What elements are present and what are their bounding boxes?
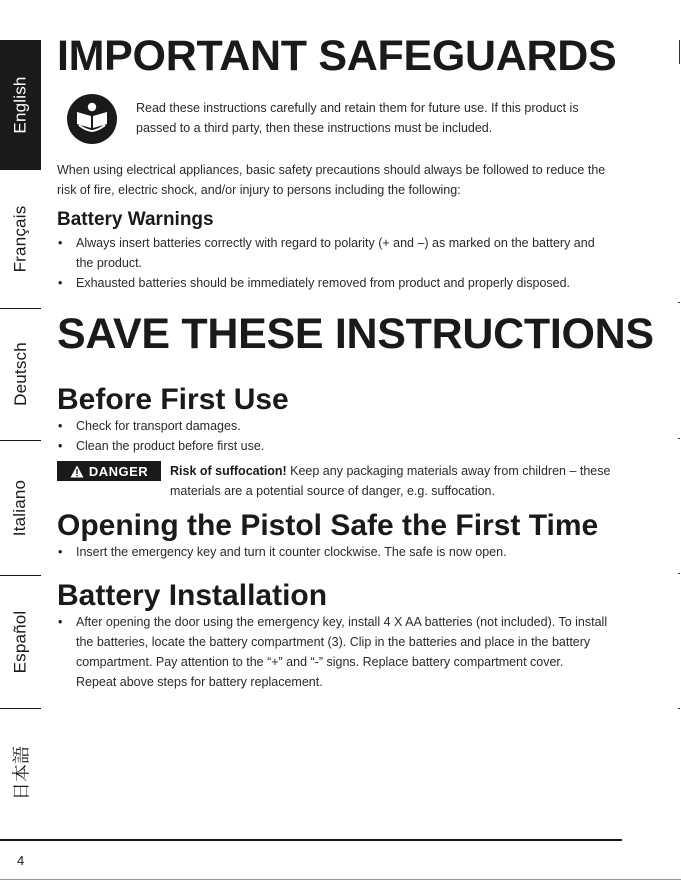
list-item: • Insert the emergency key and turn it counter clockwise. The safe is now open.: [57, 542, 627, 562]
battery-installation-list: [57, 612, 627, 692]
before-first-use-heading: Before First Use: [57, 383, 289, 416]
intro-text-line-2: passed to a third party, then these instructions must be included.: [136, 121, 493, 135]
save-instructions-title: SAVE THESE INSTRUCTIONS: [57, 310, 654, 358]
right-edge-mark: [679, 40, 680, 64]
precautions-line-2: risk of fire, electric shock, and/or injury to persons including the following:: [57, 183, 461, 197]
before-first-use-list: [57, 416, 627, 456]
battery-warnings-list: [57, 233, 627, 293]
list-item: • Check for transport damages.: [57, 416, 627, 436]
battery-warnings-heading: Battery Warnings: [57, 209, 214, 230]
danger-text: Risk of suffocation! Keep any packaging materials away from children – these materials are a potential source of danger, e.g. suffocation.: [170, 464, 611, 498]
precautions-line-1: When using electrical appliances, basic safety precautions should always be followed to reduce the: [57, 163, 606, 177]
opening-heading: Opening the Pistol Safe the First Time: [57, 509, 599, 542]
tab-espanol[interactable]: Español: [0, 575, 41, 709]
bottom-edge-rule: [0, 879, 681, 880]
opening-list: [57, 542, 627, 562]
right-edge-tick: [678, 302, 680, 303]
page-title: IMPORTANT SAFEGUARDS: [57, 32, 617, 80]
tab-francais[interactable]: Français: [0, 170, 41, 309]
list-item: • Exhausted batteries should be immediately removed from product and properly disposed.: [57, 273, 627, 293]
warning-triangle-icon: [70, 465, 84, 478]
footer-rule: [0, 839, 622, 841]
list-item: • After opening the door using the emergency key, install 4 X AA batteries (not included). To install the batteries, locate the battery compartment (3). Clip in the batteries and place in the battery compartment. Pay attention to the “+” and “-” signs. Replace battery compartment cover. Repeat above steps for battery replacement.: [57, 612, 627, 692]
danger-badge: [57, 461, 161, 481]
tab-italiano[interactable]: Italiano: [0, 440, 41, 576]
tab-japanese[interactable]: 日本語: [11, 745, 32, 801]
list-item: • Clean the product before first use.: [57, 436, 627, 456]
right-edge-tick: [678, 438, 680, 439]
intro-text-line-1: Read these instructions carefully and retain them for future use. If this product is: [136, 101, 579, 115]
read-manual-icon: [67, 94, 117, 144]
tab-deutsch[interactable]: Deutsch: [0, 308, 41, 441]
list-item: • Always insert batteries correctly with regard to polarity (+ and –) as marked on the battery and the product.: [57, 233, 627, 273]
right-edge-tick: [678, 573, 680, 574]
danger-label: DANGER: [88, 463, 149, 479]
page-number: 4: [17, 853, 25, 868]
right-edge-tick: [678, 708, 680, 709]
battery-installation-heading: Battery Installation: [57, 579, 328, 612]
tab-english[interactable]: English: [0, 40, 41, 170]
danger-bold: Risk of suffocation!: [170, 464, 287, 478]
